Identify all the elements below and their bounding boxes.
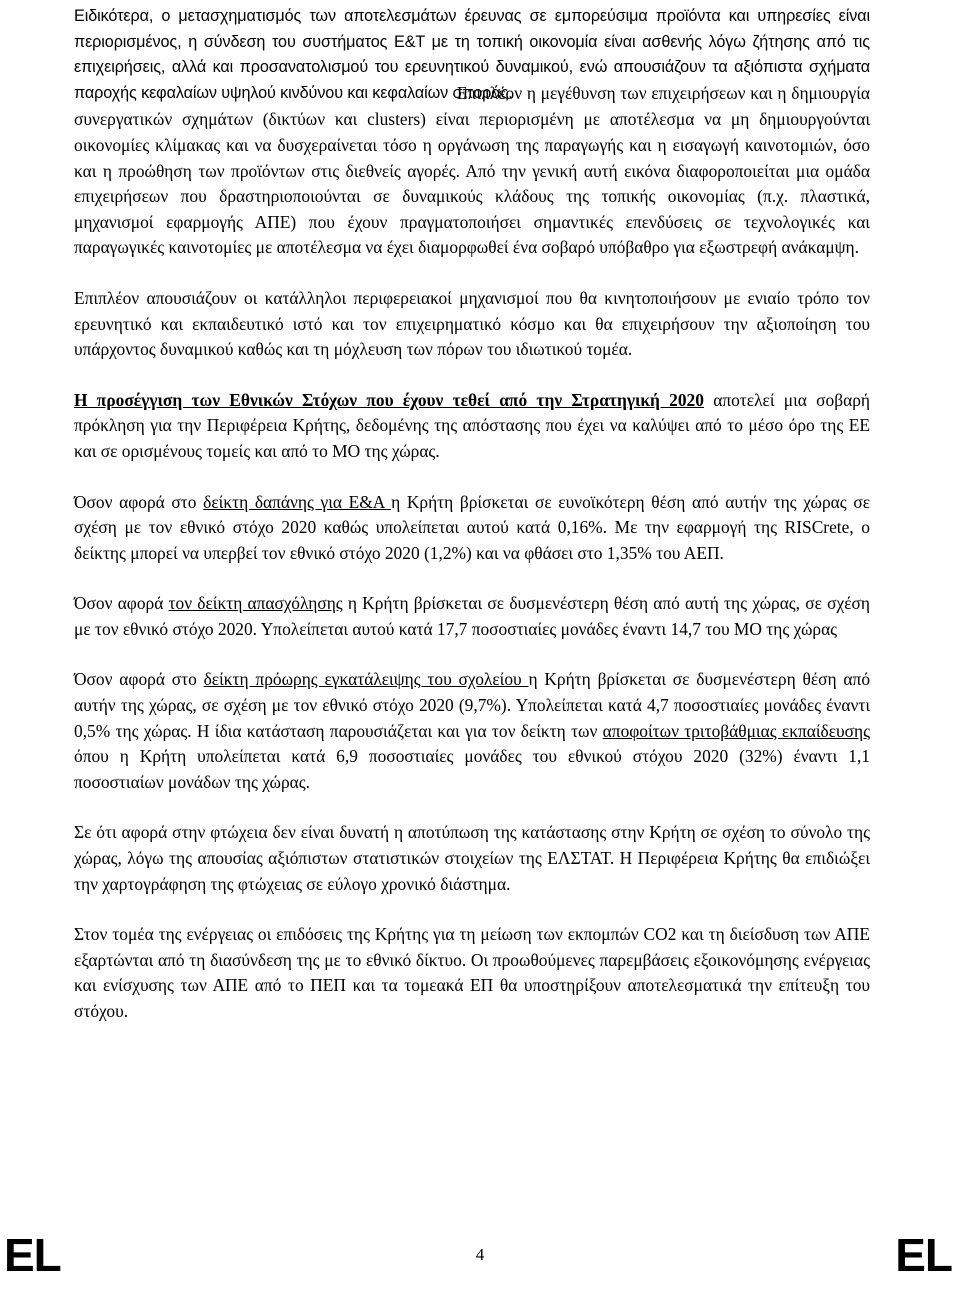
paragraph-business-scale — [74, 81, 870, 261]
paragraph-text: Ειδικότερα, ο μετασχηματισμός των αποτελεσμάτων έρευνας σε εμπορεύσιμα προϊόντα και υπηρεσίες είναι περιορισμένος, η σύνδεση του συστήματος Ε&Τ με τη τοπική οικονομία είναι ασθενής λόγω ζήτησης από τις επιχειρήσεις, αλλά και προσανατολισμού του ερευνητικού δυναμικού, ενώ απουσιάζουν τα αξιόπιστα σχήματα παροχής κεφαλαίων υψηλού κινδύνου και κεφαλαίων σποράς. — [74, 7, 870, 102]
paragraph-text: Όσον αφορά στο — [74, 491, 204, 512]
paragraph-employment — [74, 591, 870, 642]
paragraph-strategy-2020 — [74, 388, 870, 465]
paragraph-text: Επιπλέον η μεγέθυνση των επιχειρήσεων και η δημιουργία συνεργατικών σχημάτων (δικτύων και clusters) είναι περιορισμένη με αποτέλεσμα να μη δημιουργούνται οικονομίες κλίμακας και να δυσχεραίνεται τόσο η οργάνωση της παραγωγής και η εισαγωγή καινοτομιών, όσο και η προώθηση των προϊόντων στις διεθνείς αγορές. Από την γενική αυτή εικόνα διαφοροποιείται μια ομάδα επιχειρήσεων που δραστηριοποιούνται σε δυναμικούς κλάδους της τοπικής οικονομίας (π.χ. πλαστικά, μηχανισμοί εφαρμογής ΑΠΕ) που έχουν πραγματοποιήσει σημαντικές επενδύσεις σε τεχνολογικές και παραγωγικές καινοτομίες με αποτέλεσμα να έχει διαμορφωθεί ένα σοβαρό υπόβαθρο για εξωστρεφή ανάκαμψη. — [74, 82, 870, 258]
paragraph-early-school-leaving — [74, 667, 870, 795]
footer-language-label-right: EL — [895, 1229, 952, 1281]
paragraph-text: Όσον αφορά στο — [74, 669, 204, 690]
paragraph-text: η Κρήτη βρίσκεται σε δυσμενέστερη θέση από αυτήν της χώρας, σε σχέση με τον εθνικό στόχο 2020 (9,7%). Υπολείπεται κατά 4,7 ποσοστιαίες μονάδες έναντι 0,5% της χώρας. Η ίδια κατάσταση παρουσιάζεται και για τον δείκτη των — [74, 669, 871, 741]
paragraph-energy: Στον τομέα της ενέργειας οι επιδόσεις της Κρήτης για τη μείωση των εκπομπών CO2 και τη διείσδυση των ΑΠΕ εξαρτώνται από τη διασύνδεση της με το εθνικό δίκτυο. Οι προωθούμενες παρεμβάσεις εξοικονόμησης ενέργειας και ενίσχυσης των ΑΠΕ από το ΠΕΠ και τα τομεακά ΕΠ θα υποστηρίξουν αποτελεσματικά την επίτευξη του στόχου. — [74, 924, 870, 1021]
paragraph-text: όπου η Κρήτη υπολείπεται κατά 6,9 ποσοστιαίες μονάδες του εθνικού στόχου 2020 (32%) έναντι 1,1 ποσοστιαίων μονάδων της χώρας. — [74, 746, 870, 792]
paragraph-text: Όσον αφορά — [74, 593, 169, 614]
paragraph-text: η Κρήτη βρίσκεται σε ευνοϊκότερη θέση από αυτήν της χώρας σε σχέση με τον εθνικό στόχο 2020 καθώς υπολείπεται αυτού κατά 0,16%. Με την εφαρμογή της RISCrete, ο δείκτης μπορεί να υπερβεί τον εθνικό στόχο 2020 (1,2%) και να φθάσει στο 1,35% του ΑΕΠ. — [74, 491, 870, 563]
tertiary-graduates-indicator-label: αποφοίτων τριτοβάθμιας εκπαίδευσης — [602, 720, 870, 741]
paragraph-poverty: Σε ότι αφορά στην φτώχεια δεν είναι δυνατή η αποτύπωση της κατάστασης στην Κρήτη σε σχέση το σύνολο της χώρας, λόγω της απουσίας αξιόπιστων στατιστικών στοιχείων της ΕΛΣΤΑΤ. Η Περιφέρεια Κρήτης θα επιδιώξει την χαρτογράφηση της φτώχειας σε εύλογο χρονικό διάστημα. — [74, 822, 870, 894]
page-number: 4 — [475, 1245, 485, 1264]
document-body — [74, 0, 870, 1025]
early-school-leaving-indicator-label: δείκτη πρόωρης εγκατάλειψης του σχολείου — [203, 669, 529, 690]
paragraph-regional-mechanisms: Επιπλέον απουσιάζουν οι κατάλληλοι περιφερειακοί μηχανισμοί που θα κινητοποιήσουν με ενιαίο τρόπο τον ερευνητικό και εκπαιδευτικό ιστό και τον επιχειρηματικό κόσμο και θα επιχειρήσουν την αξιοποίηση του υπάρχοντος δυναμικού καθώς και τη μόχλευση των πόρων του ιδιωτικού τομέα. — [74, 287, 870, 360]
strategy-2020-heading: Η προσέγγιση των Εθνικών Στόχων που έχουν τεθεί από την Στρατηγική 2020 — [74, 389, 704, 410]
employment-indicator-label: τον δείκτη απασχόλησης — [168, 593, 343, 614]
paragraph-rd-spending — [74, 490, 870, 567]
paragraph-text: η Κρήτη βρίσκεται σε δυσμενέστερη θέση από αυτή της χώρας, σε σχέση με τον εθνικό στόχο 2020. Υπολείπεται αυτού κατά 17,7 ποσοστιαίες μονάδες έναντι 14,7 του ΜΟ της χώρας — [74, 593, 870, 639]
footer-language-label-left: EL — [4, 1229, 61, 1281]
rd-spending-indicator-label: δείκτη δαπάνης για Ε&Α — [203, 491, 392, 512]
paragraph-text: αποτελεί μια σοβαρή πρόκληση για την Περιφέρεια Κρήτης, δεδομένης της απόστασης που έχει να καλύψει από το μέσο όρο της ΕΕ και σε ορισμένους τομείς και από το ΜΟ της χώρας. — [74, 389, 870, 461]
